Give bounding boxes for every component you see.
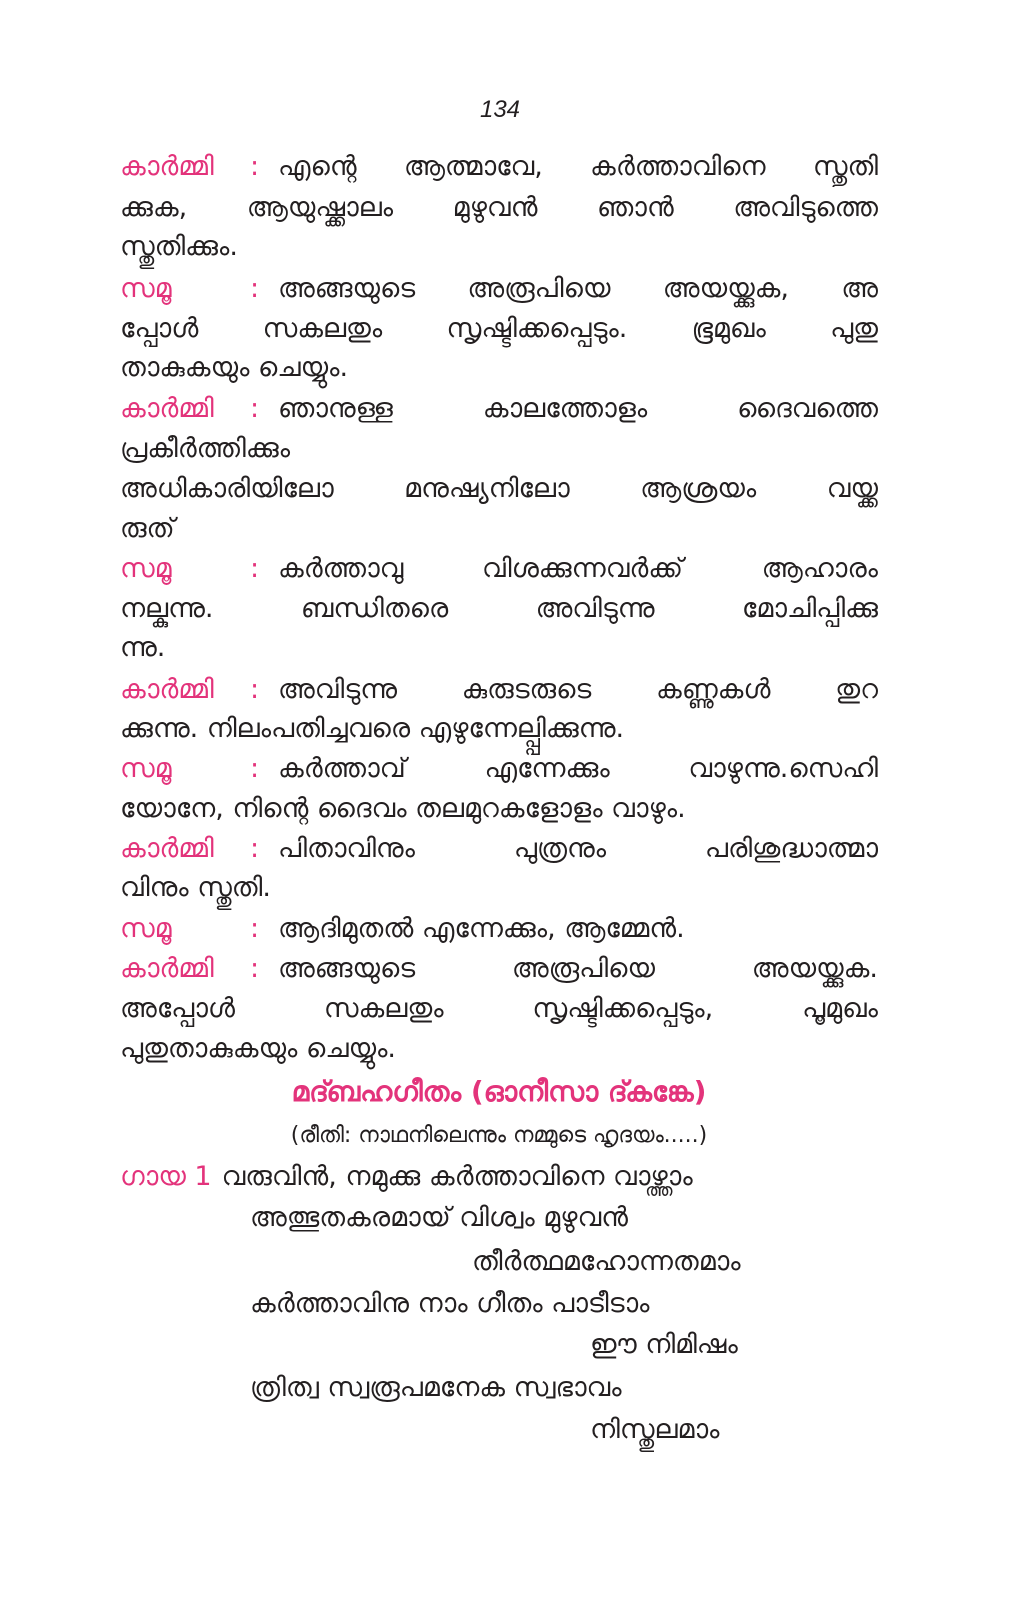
- line-text: യോനേ, നിന്റെ ദൈവം തലമുറകളോളം വാഴും.: [120, 793, 686, 824]
- section-heading: മദ്ബഹഗീതം (ഓനീസാ ദ്കങ്കേ): [291, 1075, 707, 1108]
- speaker-label: കാർമ്മി: [120, 151, 214, 182]
- line-text: താകുകയും ചെയ്യും.: [120, 352, 349, 383]
- text-line: [120, 549, 878, 589]
- text-line: [120, 670, 878, 710]
- text-line: [120, 389, 878, 429]
- line-text: എന്റെ ആത്മാവേ, കർത്താവിനെ സ്തുതി: [278, 151, 878, 182]
- speaker-separator: :: [250, 953, 260, 984]
- hymn-line: തീർത്ഥമഹോന്നതമാം: [472, 1246, 741, 1277]
- hymn-line: [120, 1157, 693, 1197]
- speaker-label: കാർമ്മി: [120, 953, 214, 984]
- text-line: [120, 589, 878, 629]
- text-line: [120, 147, 878, 187]
- line-text: പ്പോൾ സകലതും സൃഷ്ടിക്കപ്പെടും. ഭൂമുഖം പുതു: [120, 313, 878, 344]
- line-text: സ്തുതിക്കും.: [120, 231, 238, 262]
- hymn-line: കർത്താവിനു നാം ഗീതം പാടീടാം: [250, 1288, 650, 1319]
- text-line: [120, 188, 878, 228]
- line-text: പുതുതാകുകയും ചെയ്യും.: [120, 1033, 396, 1064]
- line-text: വിനും സ്തുതി.: [120, 872, 271, 903]
- text-line: [120, 348, 348, 388]
- line-text: രുത്: [120, 513, 175, 544]
- line-text: ന്നു.: [120, 632, 166, 663]
- text-line: [120, 789, 686, 829]
- text-line: [120, 509, 175, 549]
- line-text: കർത്താവു വിശക്കുന്നവർക്ക് ആഹാരം: [278, 553, 878, 584]
- speaker-label: സമൂ: [120, 913, 172, 944]
- tune-note: (രീതി: നാഥനിലെന്നും നമ്മുടെ ഹൃദയം.....): [290, 1123, 708, 1148]
- speaker-label: സമൂ: [120, 553, 172, 584]
- speaker-separator: :: [250, 393, 260, 424]
- text-line: [120, 1029, 396, 1069]
- line-text: അപ്പോൾ സകലതും സൃഷ്ടിക്കപ്പെടും, പൂമുഖം: [120, 993, 878, 1024]
- line-text: അങ്ങയുടെ അരൂപിയെ അയയ്ക്കുക, അ: [278, 273, 878, 304]
- line-text: ഞാനുള്ള കാലത്തോളം ദൈവത്തെ: [278, 393, 878, 424]
- text-line: [120, 749, 878, 789]
- line-text: അവിടുന്നു കുരുടരുടെ കണ്ണുകൾ തുറ: [278, 674, 878, 705]
- line-text: ആദിമുതൽ എന്നേക്കും, ആമ്മേൻ.: [278, 913, 685, 944]
- verse-label: ഗായ 1: [120, 1161, 212, 1192]
- speaker-label: കാർമ്മി: [120, 833, 214, 864]
- line-text: ക്കുക, ആയുഷ്ക്കാലം മുഴുവൻ ഞാൻ അവിടുത്തെ: [120, 192, 878, 223]
- page-number: 134: [479, 96, 521, 123]
- line-text: ക്കുന്നു. നിലംപതിച്ചവരെ എഴുന്നേല്പ്പിക്കുന്നു.: [120, 713, 625, 744]
- speaker-separator: :: [250, 913, 260, 944]
- speaker-label: സമൂ: [120, 273, 172, 304]
- line-text: അധികാരിയിലോ മനുഷ്യനിലോ ആശ്രയം വയ്ക്ക: [120, 473, 878, 504]
- speaker-label: കാർമ്മി: [120, 674, 214, 705]
- text-line: [120, 949, 878, 989]
- line-text: പ്രകീർത്തിക്കും: [120, 433, 291, 464]
- line-text: കർത്താവ് എന്നേക്കും വാഴുന്നു.സെഹി: [278, 753, 878, 784]
- hymn-line: ത്രിത്വ സ്വരൂപമനേക സ്വഭാവം: [250, 1372, 622, 1403]
- text-line: [120, 227, 238, 267]
- text-line: [120, 269, 878, 309]
- speaker-separator: :: [250, 273, 260, 304]
- hymn-line: ഈ നിമിഷം: [590, 1329, 738, 1360]
- text-line: [120, 709, 624, 749]
- line-text: നല്കുന്നു. ബന്ധിതരെ അവിടുന്നു മോചിപ്പിക്കു: [120, 593, 878, 624]
- hymn-text: വരുവിൻ, നമുക്കു കർത്താവിനെ വാഴ്ത്താം: [221, 1161, 693, 1192]
- speaker-label: കാർമ്മി: [120, 393, 214, 424]
- speaker-separator: :: [250, 753, 260, 784]
- speaker-separator: :: [250, 151, 260, 182]
- speaker-separator: :: [250, 833, 260, 864]
- line-text: അങ്ങയുടെ അരൂപിയെ അയയ്ക്കുക.: [278, 953, 878, 984]
- text-line: [120, 829, 878, 869]
- text-line: [120, 628, 165, 668]
- text-line: [120, 429, 290, 469]
- text-line: [120, 868, 271, 908]
- speaker-label: സമൂ: [120, 753, 172, 784]
- hymn-line: അത്ഭുതകരമായ് വിശ്വം മുഴുവൻ: [250, 1202, 629, 1233]
- text-line: [120, 309, 878, 349]
- text-line: [120, 469, 878, 509]
- text-line: [120, 989, 878, 1029]
- hymn-line: നിസ്തുലമാം: [590, 1414, 720, 1445]
- line-text: പിതാവിനും പുത്രനും പരിശുദ്ധാത്മാ: [278, 833, 878, 864]
- speaker-separator: :: [250, 674, 260, 705]
- speaker-separator: :: [250, 553, 260, 584]
- text-line: [120, 909, 685, 949]
